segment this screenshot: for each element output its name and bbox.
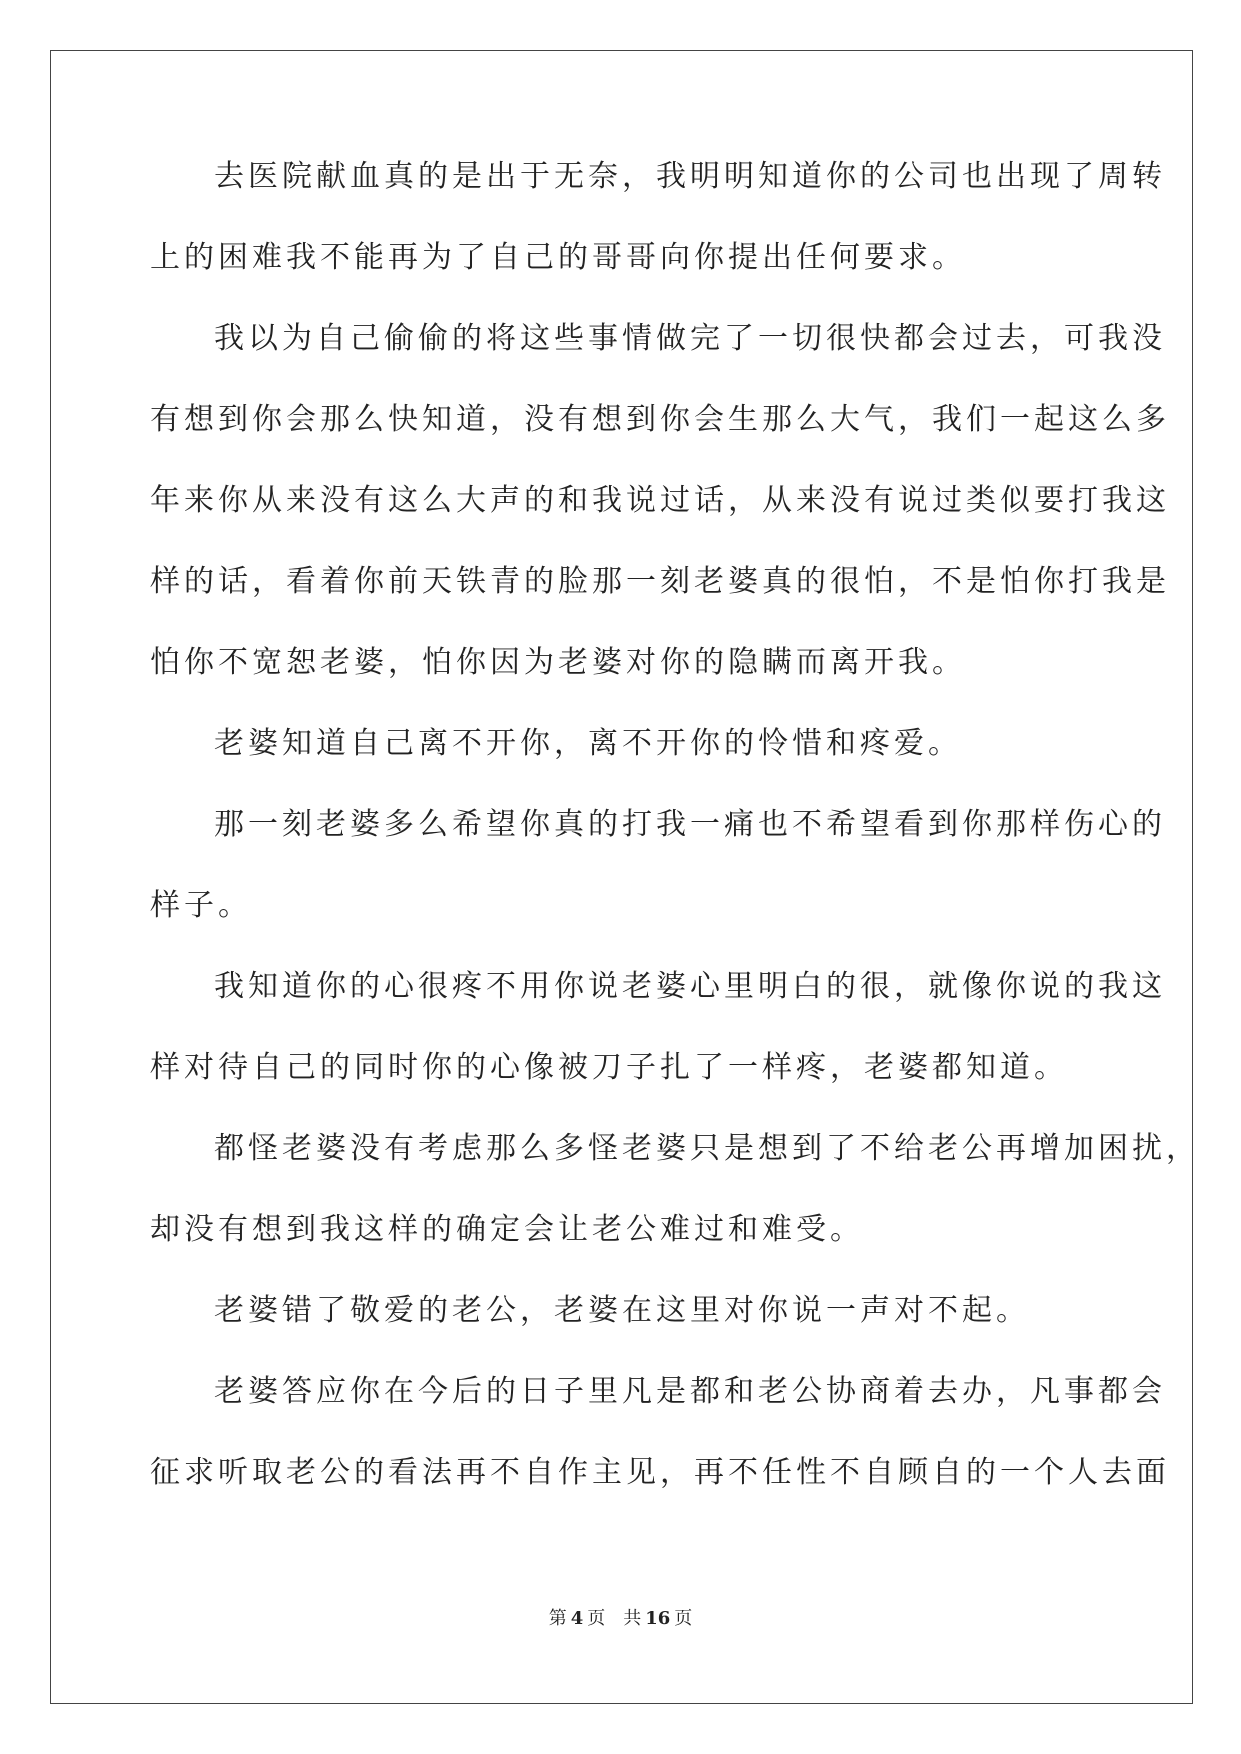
- text-line: 我知道你的心很疼不用你说老婆心里明白的很，就像你说的我这: [214, 969, 1166, 1004]
- text-line: 样子。: [150, 888, 252, 923]
- page-suffix: 页: [587, 1608, 606, 1629]
- text-line: 年来你从来没有这么大声的和我说过话，从来没有说过类似要打我这: [150, 483, 1170, 518]
- page-number: 4: [570, 1608, 584, 1629]
- page-footer: [0, 1604, 1241, 1630]
- total-prefix: 共: [623, 1608, 642, 1629]
- text-line: 去医院献血真的是出于无奈，我明明知道你的公司也出现了周转: [214, 159, 1166, 194]
- text-line: 那一刻老婆多么希望你真的打我一痛也不希望看到你那样伤心的: [214, 807, 1166, 842]
- text-line: 老婆错了敬爱的老公，老婆在这里对你说一声对不起。: [214, 1293, 1030, 1328]
- document-body: [150, 159, 1200, 1539]
- text-line: 怕你不宽恕老婆，怕你因为老婆对你的隐瞒而离开我。: [150, 645, 966, 680]
- total-suffix: 页: [674, 1608, 693, 1629]
- text-line: 上的困难我不能再为了自己的哥哥向你提出任何要求。: [150, 240, 966, 275]
- text-line: 有想到你会那么快知道，没有想到你会生那么大气，我们一起这么多: [150, 402, 1170, 437]
- text-line: 我以为自己偷偷的将这些事情做完了一切很快都会过去，可我没: [214, 321, 1166, 356]
- text-line: 老婆答应你在今后的日子里凡是都和老公协商着去办，凡事都会: [214, 1374, 1166, 1409]
- total-pages: 16: [645, 1608, 671, 1629]
- text-line: 老婆知道自己离不开你，离不开你的怜惜和疼爱。: [214, 726, 962, 761]
- text-line: 都怪老婆没有考虑那么多怪老婆只是想到了不给老公再增加困扰，: [214, 1131, 1200, 1166]
- text-line: 征求听取老公的看法再不自作主见，再不任性不自顾自的一个人去面: [150, 1455, 1170, 1490]
- text-line: 样的话，看着你前天铁青的脸那一刻老婆真的很怕，不是怕你打我是: [150, 564, 1170, 599]
- text-line: 却没有想到我这样的确定会让老公难过和难受。: [150, 1212, 864, 1247]
- text-line: 样对待自己的同时你的心像被刀子扎了一样疼，老婆都知道。: [150, 1050, 1068, 1085]
- page-prefix: 第: [548, 1608, 567, 1629]
